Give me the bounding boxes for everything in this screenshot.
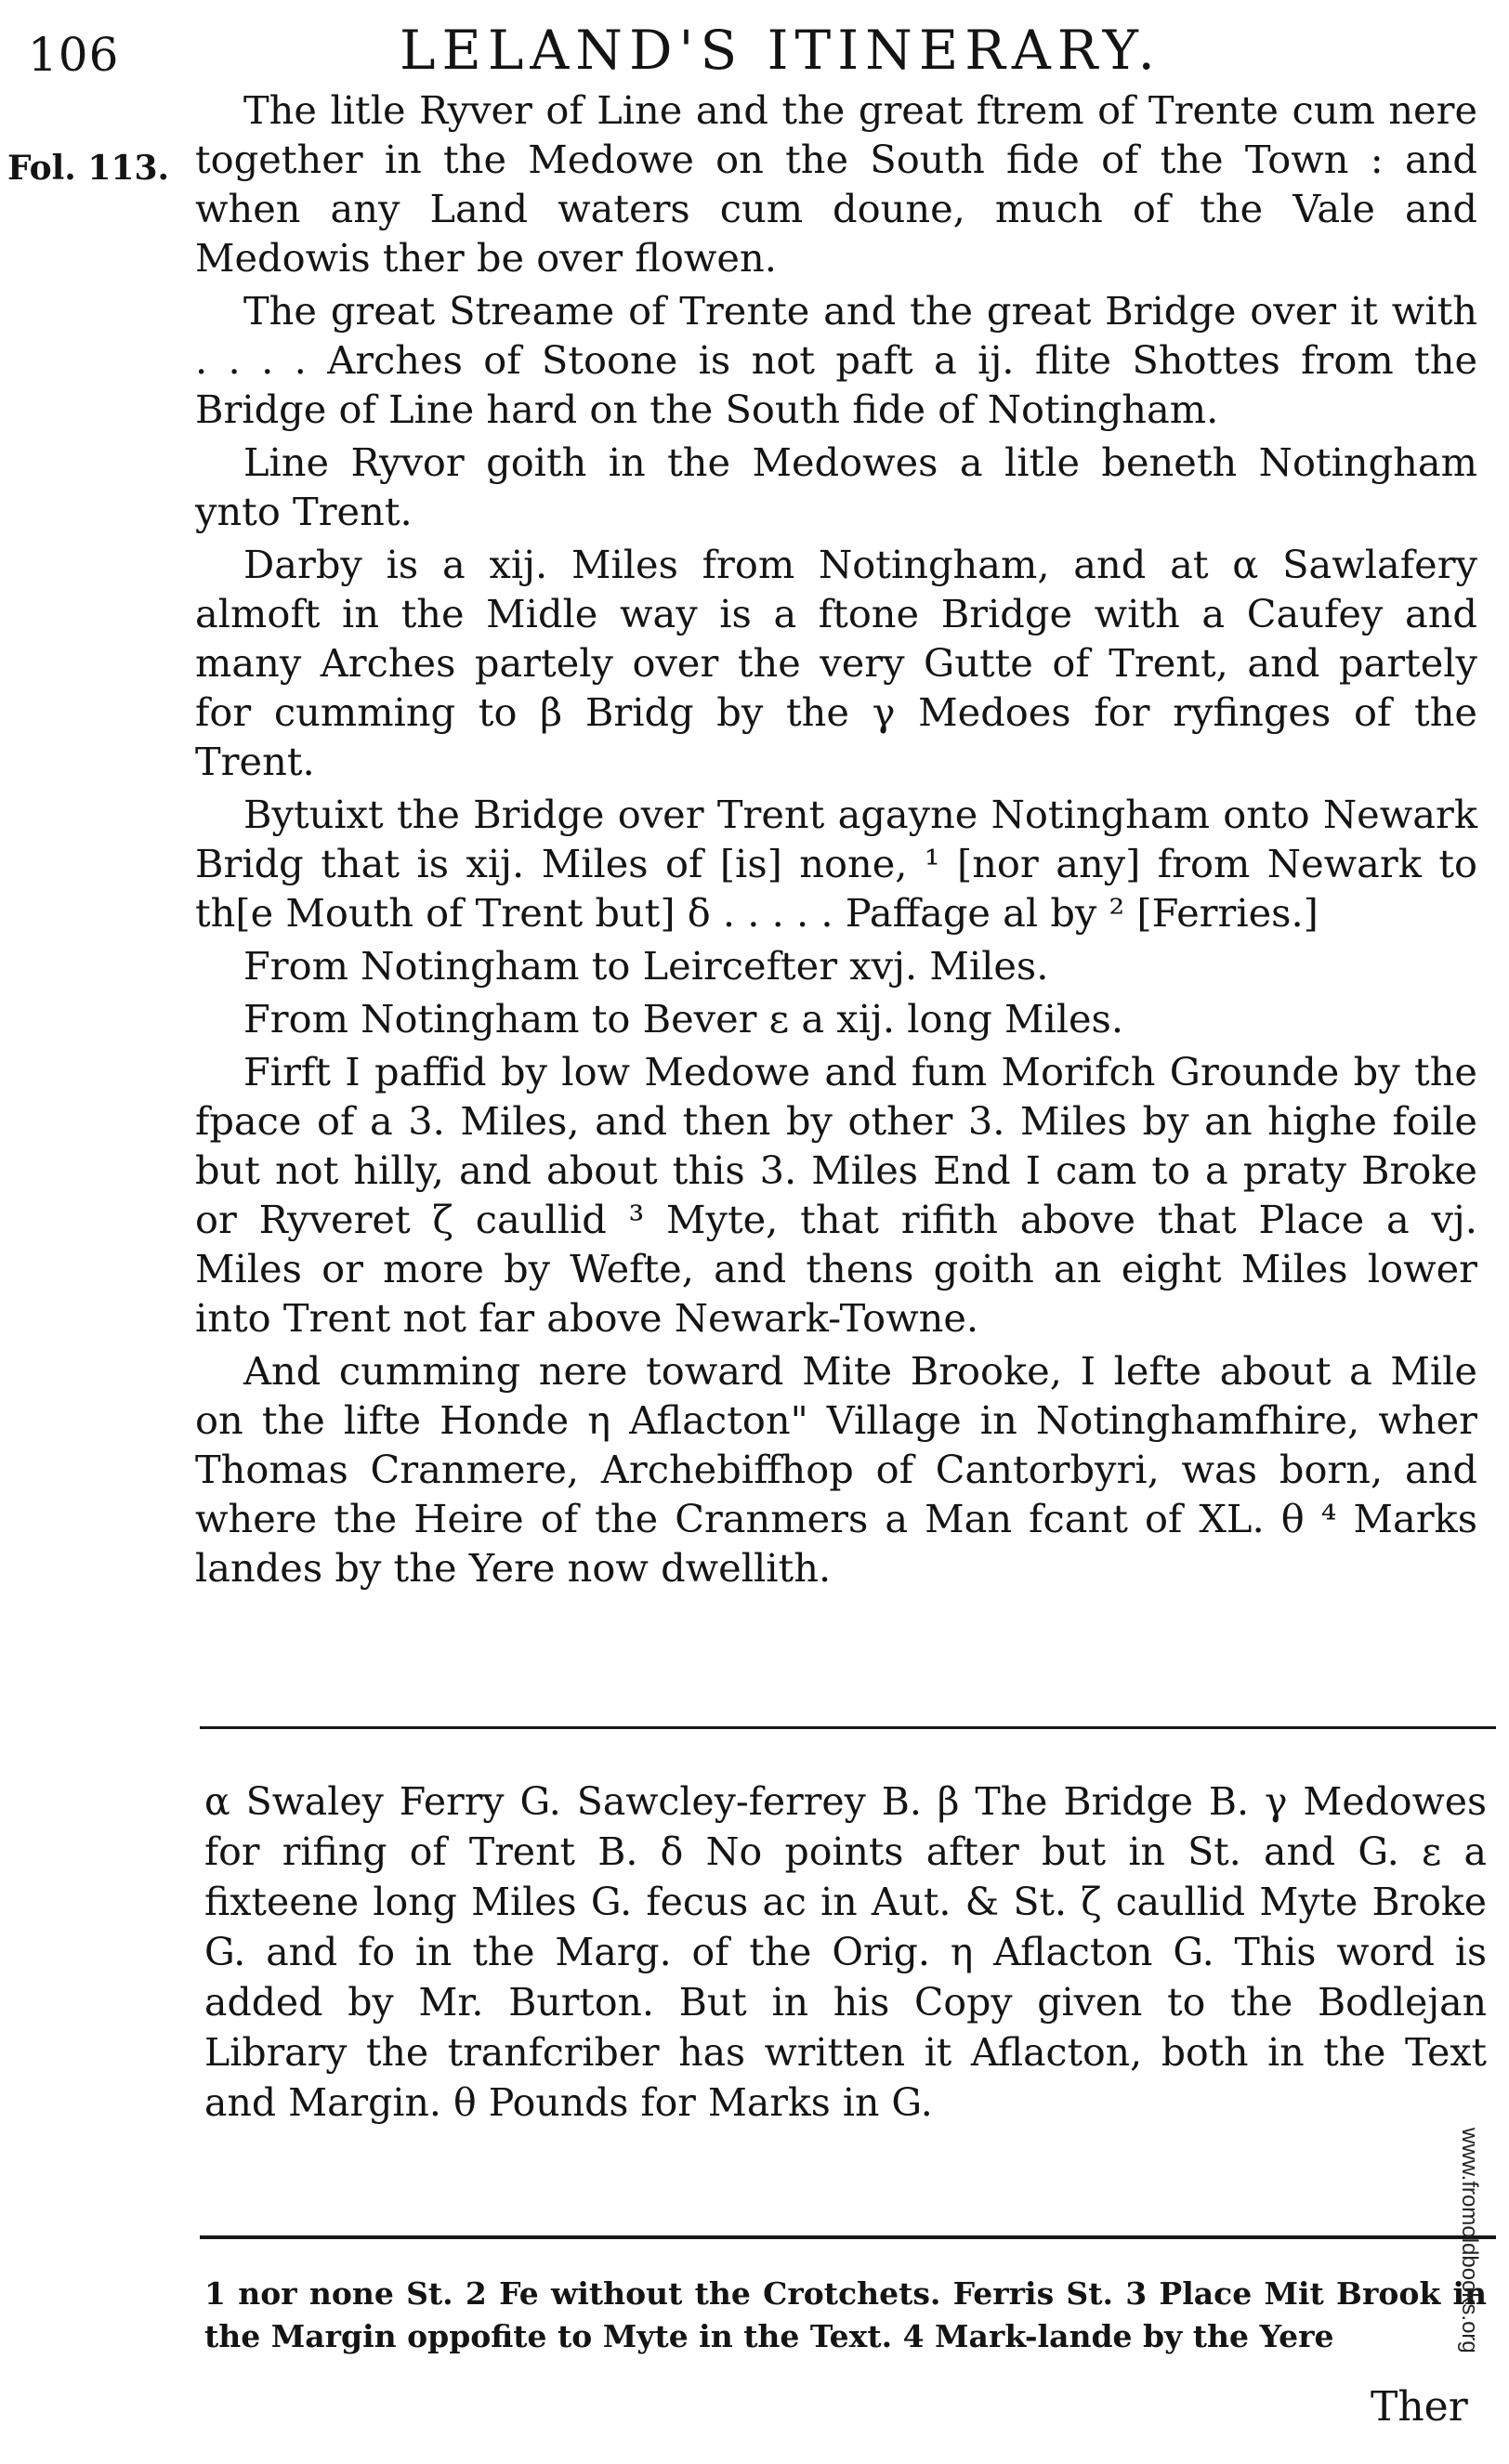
- paragraph: Darby is a xij. Miles from Notingham, and at α Sawlafery almoft in the Midle way is a ftone Bridge with a Caufey and many Arches partely over the very Gutte of Trent, and partely for cumming to β Bridg by the γ Medoes for ryfinges of the Trent.: [195, 542, 1477, 784]
- paragraph: And cumming nere toward Mite Brooke, I lefte about a Mile on the lifte Honde η Aflacton" Village in Notinghamfhire, wher Thomas Cranmere, Archebiffhop of Cantorbyri, was born, and where the Heire of the Cranmers a Man fcant of XL. θ ⁴ Marks landes by the Yere now dwellith.: [195, 1348, 1477, 1591]
- main-text: [195, 85, 1477, 1596]
- watermark: www.fromoldbooks.org: [1457, 2128, 1482, 2353]
- catchword: Ther: [1371, 2383, 1468, 2431]
- critical-notes: α Swaley Ferry G. Sawcley-ferrey B. β The Bridge B. γ Medowes for rifing of Trent B. δ No points after but in St. and G. ε a fixteene long Miles G. fecus ac in Aut. & St. ζ caullid Myte Broke G. and fo in the Marg. of the Orig. η Aflacton G. This word is added by Mr. Burton. But in his Copy given to the Bodlejan Library the tranfcriber has written it Aflacton, both in the Text and Margin. θ Pounds for Marks in G.: [204, 1779, 1487, 2125]
- paragraph: The great Streame of Trente and the great Bridge over it with . . . . Arches of Stoone is not paft a ij. flite Shottes from the Bridge of Line hard on the South fide of Notingham.: [195, 288, 1477, 432]
- paragraph: The litle Ryver of Line and the great ftrem of Trente cum nere together in the Medowe on the South fide of the Town : and when any Land waters cum doune, much of the Vale and Medowis ther be over flowen.: [195, 87, 1477, 281]
- running-title: LELAND'S ITINERARY.: [400, 19, 1161, 82]
- paragraph: Firft I paffid by low Medowe and fum Morifch Grounde by the fpace of a 3. Miles, and then by other 3. Miles by an highe foile but not hilly, and about this 3. Miles End I cam to a praty Broke or Ryveret ζ caullid ³ Myte, that rifith above that Place a vj. Miles or more by Wefte, and thens goith an eight Miles lower into Trent not far above Newark-Towne.: [195, 1049, 1477, 1341]
- divider-rule: [200, 1726, 1496, 1729]
- paragraph: Bytuixt the Bridge over Trent agayne Notingham onto Newark Bridg that is xij. Miles of [is] none, ¹ [nor any] from Newark to th[e Mouth of Trent but] δ . . . . . Paffage al by ² [Ferries.]: [195, 792, 1477, 936]
- footnotes: 1 nor none St. 2 Fe without the Crotchets. Ferris St. 3 Place Mit Brook in the Margin oppofite to Myte in the Text. 4 Mark-lande by the Yere: [204, 2275, 1487, 2354]
- folio-marginal-note: Fol. 113.: [7, 149, 170, 188]
- paragraph: From Notingham to Leircefter xvj. Miles.: [243, 943, 1049, 989]
- divider-rule: [200, 2235, 1496, 2239]
- paragraph: From Notingham to Bever ε a xij. long Miles.: [243, 996, 1124, 1042]
- page-number: 106: [28, 28, 120, 82]
- paragraph: Line Ryvor goith in the Medowes a litle beneth Notingham ynto Trent.: [195, 439, 1477, 534]
